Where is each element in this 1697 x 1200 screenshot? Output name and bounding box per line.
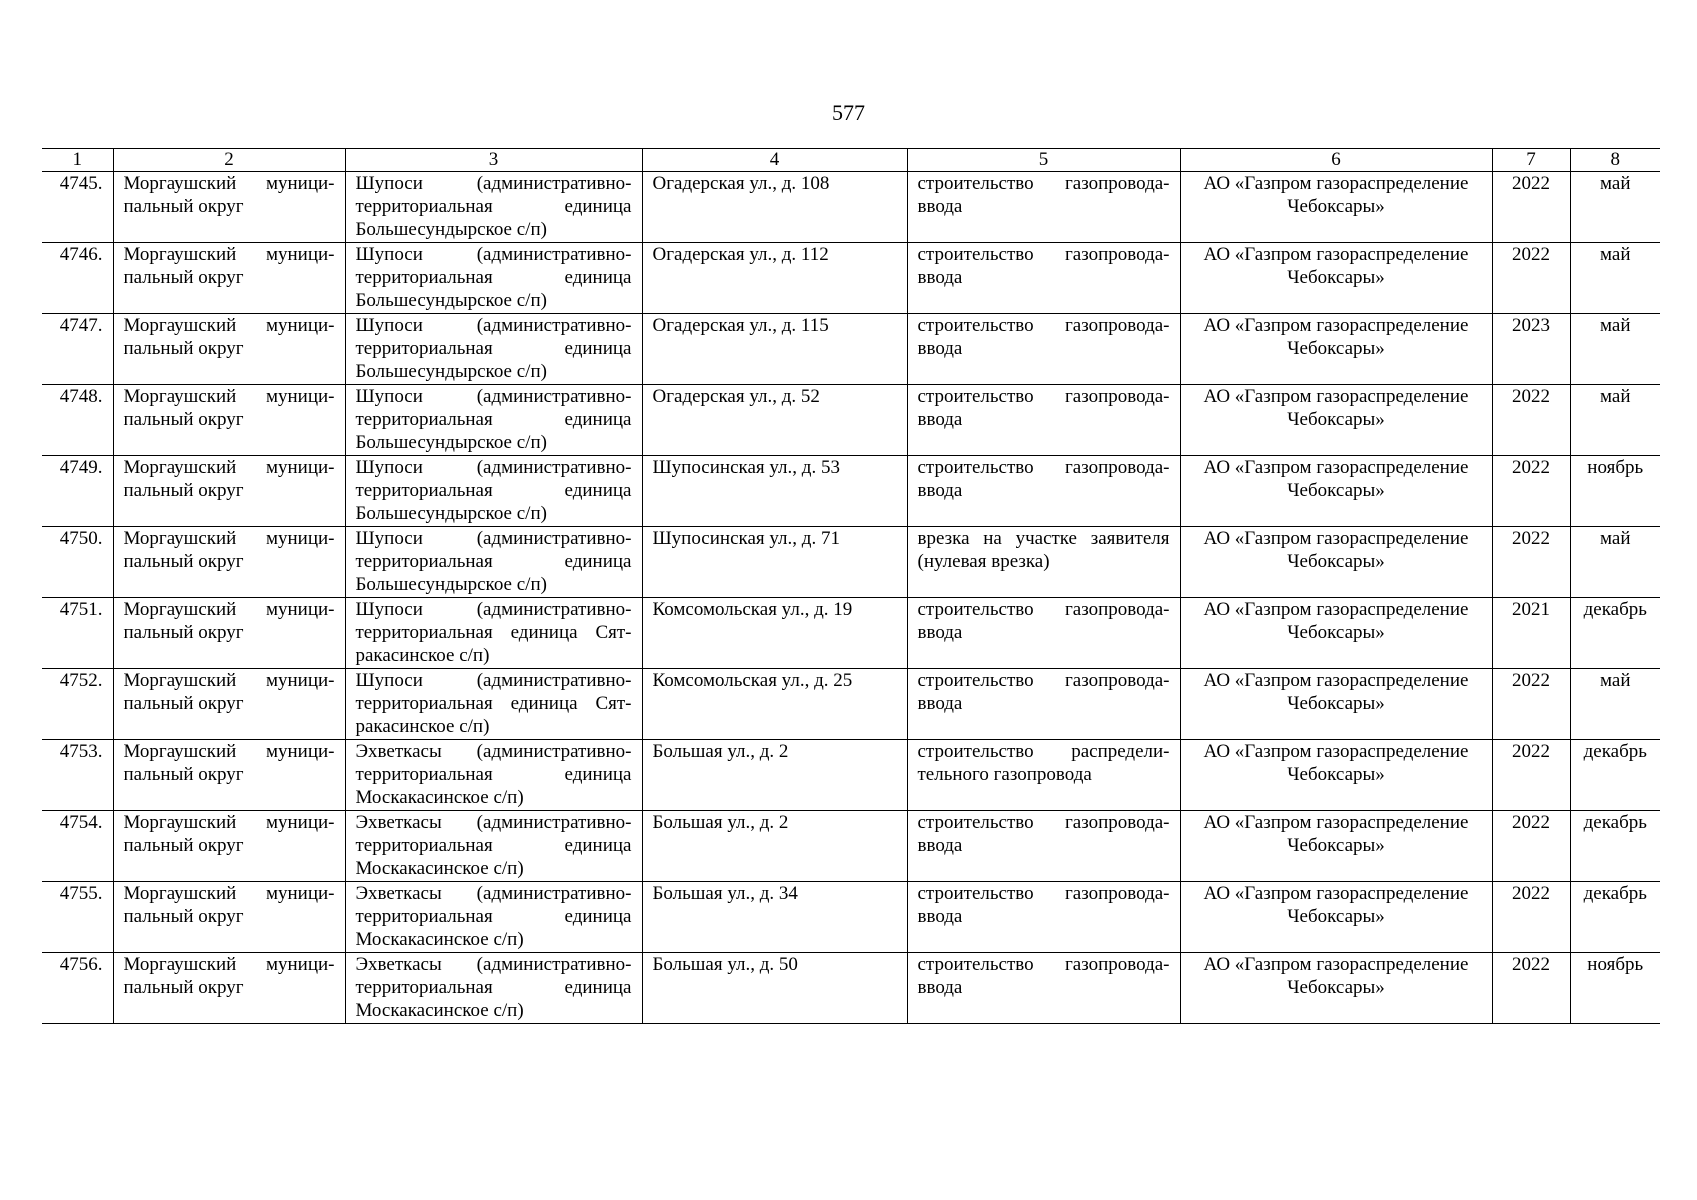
- district-cell: Моргаушский муници-пальный округ: [113, 385, 345, 456]
- address-cell: Большая ул., д. 2: [642, 740, 907, 811]
- district-cell: Моргаушский муници-пальный округ: [113, 740, 345, 811]
- month-cell: ноябрь: [1570, 456, 1660, 527]
- address-cell: Огадерская ул., д. 112: [642, 243, 907, 314]
- district-cell: Моргаушский муници-пальный округ: [113, 314, 345, 385]
- locality-cell: Эхветкасы (административно-территориальная единица Москакасинское с/п): [345, 953, 642, 1024]
- year-cell: 2022: [1492, 243, 1570, 314]
- locality-cell: Эхветкасы (административно-территориальная единица Москакасинское с/п): [345, 882, 642, 953]
- row-number: 4755.: [42, 882, 113, 953]
- table-row: [42, 811, 1660, 882]
- month-cell: май: [1570, 527, 1660, 598]
- year-cell: 2022: [1492, 456, 1570, 527]
- address-cell: Огадерская ул., д. 115: [642, 314, 907, 385]
- district-cell: Моргаушский муници-пальный округ: [113, 456, 345, 527]
- month-cell: май: [1570, 385, 1660, 456]
- row-number: 4752.: [42, 669, 113, 740]
- month-cell: май: [1570, 669, 1660, 740]
- work-type-cell: строительство газопровода-ввода: [907, 172, 1180, 243]
- year-cell: 2021: [1492, 598, 1570, 669]
- locality-cell: Эхветкасы (административно-территориальная единица Москакасинское с/п): [345, 740, 642, 811]
- locality-cell: Шупоси (административно-территориальная единица Сят-ракасинское с/п): [345, 598, 642, 669]
- month-cell: май: [1570, 314, 1660, 385]
- locality-cell: Эхветкасы (административно-территориальная единица Москакасинское с/п): [345, 811, 642, 882]
- month-cell: декабрь: [1570, 882, 1660, 953]
- work-type-cell: строительство газопровода-ввода: [907, 243, 1180, 314]
- year-cell: 2022: [1492, 953, 1570, 1024]
- locality-cell: Шупоси (административно-территориальная единица Большесундырское с/п): [345, 243, 642, 314]
- row-number: 4754.: [42, 811, 113, 882]
- row-number: 4753.: [42, 740, 113, 811]
- month-cell: декабрь: [1570, 598, 1660, 669]
- table-row: [42, 456, 1660, 527]
- table-row: [42, 882, 1660, 953]
- locality-cell: Шупоси (административно-территориальная единица Сят-ракасинское с/п): [345, 669, 642, 740]
- district-cell: Моргаушский муници-пальный округ: [113, 669, 345, 740]
- work-type-cell: врезка на участке заявителя (нулевая врезка): [907, 527, 1180, 598]
- locality-cell: Шупоси (административно-территориальная единица Большесундырское с/п): [345, 385, 642, 456]
- column-header: 4: [642, 149, 907, 172]
- work-type-cell: строительство газопровода-ввода: [907, 811, 1180, 882]
- district-cell: Моргаушский муници-пальный округ: [113, 953, 345, 1024]
- organization-cell: АО «Газпром газораспределение Чебоксары»: [1180, 882, 1492, 953]
- month-cell: ноябрь: [1570, 953, 1660, 1024]
- year-cell: 2022: [1492, 811, 1570, 882]
- column-header: 3: [345, 149, 642, 172]
- table-row: [42, 172, 1660, 243]
- row-number: 4748.: [42, 385, 113, 456]
- address-cell: Большая ул., д. 50: [642, 953, 907, 1024]
- year-cell: 2022: [1492, 882, 1570, 953]
- column-header: 2: [113, 149, 345, 172]
- district-cell: Моргаушский муници-пальный округ: [113, 527, 345, 598]
- work-type-cell: строительство распредели-тельного газопровода: [907, 740, 1180, 811]
- row-number: 4750.: [42, 527, 113, 598]
- row-number: 4751.: [42, 598, 113, 669]
- district-cell: Моргаушский муници-пальный округ: [113, 598, 345, 669]
- district-cell: Моргаушский муници-пальный округ: [113, 172, 345, 243]
- address-cell: Комсомольская ул., д. 19: [642, 598, 907, 669]
- address-cell: Большая ул., д. 34: [642, 882, 907, 953]
- year-cell: 2022: [1492, 172, 1570, 243]
- year-cell: 2022: [1492, 669, 1570, 740]
- locality-cell: Шупоси (административно-территориальная единица Большесундырское с/п): [345, 527, 642, 598]
- column-header: 1: [42, 149, 113, 172]
- work-type-cell: строительство газопровода-ввода: [907, 669, 1180, 740]
- address-cell: Огадерская ул., д. 52: [642, 385, 907, 456]
- work-type-cell: строительство газопровода-ввода: [907, 385, 1180, 456]
- organization-cell: АО «Газпром газораспределение Чебоксары»: [1180, 385, 1492, 456]
- table-row: [42, 314, 1660, 385]
- row-number: 4745.: [42, 172, 113, 243]
- work-type-cell: строительство газопровода-ввода: [907, 953, 1180, 1024]
- locality-cell: Шупоси (административно-территориальная единица Большесундырское с/п): [345, 456, 642, 527]
- year-cell: 2022: [1492, 385, 1570, 456]
- organization-cell: АО «Газпром газораспределение Чебоксары»: [1180, 456, 1492, 527]
- table-row: [42, 953, 1660, 1024]
- organization-cell: АО «Газпром газораспределение Чебоксары»: [1180, 669, 1492, 740]
- month-cell: декабрь: [1570, 740, 1660, 811]
- work-type-cell: строительство газопровода-ввода: [907, 882, 1180, 953]
- organization-cell: АО «Газпром газораспределение Чебоксары»: [1180, 172, 1492, 243]
- work-type-cell: строительство газопровода-ввода: [907, 598, 1180, 669]
- address-cell: Шупосинская ул., д. 53: [642, 456, 907, 527]
- address-cell: Шупосинская ул., д. 71: [642, 527, 907, 598]
- year-cell: 2022: [1492, 740, 1570, 811]
- address-cell: Большая ул., д. 2: [642, 811, 907, 882]
- row-number: 4746.: [42, 243, 113, 314]
- year-cell: 2022: [1492, 527, 1570, 598]
- document-table: [42, 148, 1660, 1024]
- organization-cell: АО «Газпром газораспределение Чебоксары»: [1180, 811, 1492, 882]
- locality-cell: Шупоси (административно-территориальная единица Большесундырское с/п): [345, 314, 642, 385]
- organization-cell: АО «Газпром газораспределение Чебоксары»: [1180, 243, 1492, 314]
- work-type-cell: строительство газопровода-ввода: [907, 456, 1180, 527]
- address-cell: Комсомольская ул., д. 25: [642, 669, 907, 740]
- district-cell: Моргаушский муници-пальный округ: [113, 811, 345, 882]
- column-header: 8: [1570, 149, 1660, 172]
- organization-cell: АО «Газпром газораспределение Чебоксары»: [1180, 527, 1492, 598]
- organization-cell: АО «Газпром газораспределение Чебоксары»: [1180, 314, 1492, 385]
- table-row: [42, 385, 1660, 456]
- work-type-cell: строительство газопровода-ввода: [907, 314, 1180, 385]
- year-cell: 2023: [1492, 314, 1570, 385]
- column-number-row: [42, 149, 1660, 172]
- organization-cell: АО «Газпром газораспределение Чебоксары»: [1180, 953, 1492, 1024]
- row-number: 4749.: [42, 456, 113, 527]
- district-cell: Моргаушский муници-пальный округ: [113, 882, 345, 953]
- row-number: 4756.: [42, 953, 113, 1024]
- table-row: [42, 740, 1660, 811]
- column-header: 6: [1180, 149, 1492, 172]
- address-cell: Огадерская ул., д. 108: [642, 172, 907, 243]
- month-cell: декабрь: [1570, 811, 1660, 882]
- column-header: 5: [907, 149, 1180, 172]
- locality-cell: Шупоси (административно-территориальная единица Большесундырское с/п): [345, 172, 642, 243]
- district-cell: Моргаушский муници-пальный округ: [113, 243, 345, 314]
- column-header: 7: [1492, 149, 1570, 172]
- month-cell: май: [1570, 243, 1660, 314]
- table-row: [42, 243, 1660, 314]
- table-row: [42, 598, 1660, 669]
- organization-cell: АО «Газпром газораспределение Чебоксары»: [1180, 740, 1492, 811]
- table-body: [42, 172, 1660, 1024]
- organization-cell: АО «Газпром газораспределение Чебоксары»: [1180, 598, 1492, 669]
- row-number: 4747.: [42, 314, 113, 385]
- table-row: [42, 669, 1660, 740]
- month-cell: май: [1570, 172, 1660, 243]
- page-number: 577: [832, 100, 865, 125]
- table-row: [42, 527, 1660, 598]
